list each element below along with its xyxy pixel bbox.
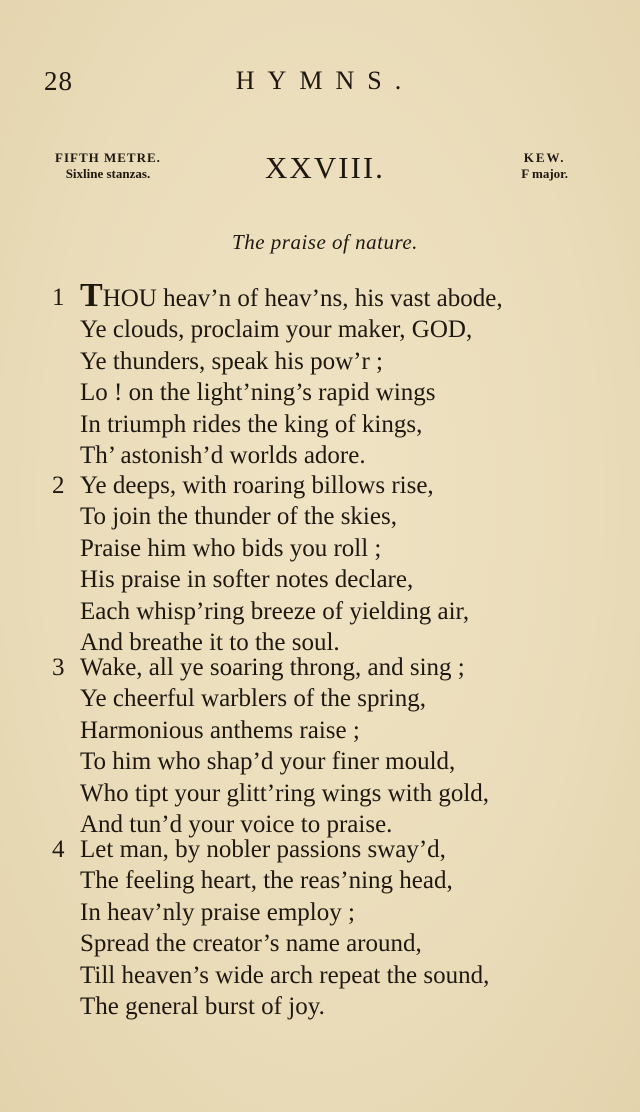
stanza-line: In triumph rides the king of kings, (80, 410, 423, 438)
stanza-line: Lo ! on the light’ning’s rapid wings (80, 379, 436, 407)
drop-cap-letter: T (80, 277, 103, 314)
stanza-line: Till heaven’s wide arch repeat the sound, (80, 961, 490, 989)
first-line-rest: heav’n of heav’ns, his vast abode, (156, 285, 503, 312)
stanza-line: In heav’nly praise employ ; (80, 898, 355, 926)
stanza-lines (80, 470, 469, 658)
stanza-line: Wake, all ye soaring throng, and sing ; (80, 654, 465, 681)
stanza-line: And breathe it to the soul. (80, 629, 340, 657)
stanza-line: Ye cheerful warblers of the spring, (80, 685, 426, 713)
stanza-number: 3 (52, 654, 65, 681)
stanza-number: 1 (52, 284, 65, 311)
metre-label: FIFTH METRE. (55, 150, 161, 165)
stanza-line: Th’ astonish’d worlds adore. (80, 442, 366, 470)
stanza-lines (80, 652, 489, 840)
running-head: HYMNS. (235, 66, 415, 95)
stanza-line: Praise him who bids you roll ; (80, 534, 382, 562)
hymn-number: XXVIII. (265, 150, 385, 185)
stanza-line: The feeling heart, the reas’ning head, (80, 867, 453, 895)
stanza-line: Spread the creator’s name around, (80, 930, 422, 958)
stanza-line: Let man, by nobler passions sway’d, (80, 836, 446, 863)
stanza-lines (80, 277, 503, 471)
stanza-line: Ye thunders, speak his pow’r ; (80, 347, 383, 375)
hymn-title: The praise of nature. (232, 230, 418, 254)
stanza-line: Ye clouds, proclaim your maker, GOD, (80, 316, 473, 344)
stanza-line: And tun’d your voice to praise. (80, 811, 393, 839)
stanza-lines (80, 834, 489, 1022)
page-number: 28 (44, 66, 73, 96)
stanza-line: Harmonious anthems raise ; (80, 716, 360, 744)
stanza-line: To him who shap’d your finer mould, (80, 748, 456, 776)
stanza-line: To join the thunder of the skies, (80, 503, 397, 531)
first-word-rest: HOU (102, 285, 157, 312)
stanza-number: 4 (52, 836, 65, 863)
stanza-line-first (80, 277, 503, 314)
stanza-line: Ye deeps, with roaring billows rise, (80, 472, 434, 499)
stanza-line: Each whisp’ring breeze of yielding air, (80, 597, 470, 625)
tune-name: KEW. (523, 150, 566, 165)
stanza-form-label: Sixline stanzas. (65, 166, 151, 181)
stanza-line: Who tipt your glitt’ring wings with gold, (80, 779, 490, 807)
stanza-line: The general burst of joy. (80, 993, 325, 1021)
tune-info (521, 150, 568, 182)
stanza-number: 2 (52, 472, 65, 499)
tune-key: F major. (521, 166, 568, 181)
stanza-line: His praise in softer notes declare, (80, 566, 414, 594)
